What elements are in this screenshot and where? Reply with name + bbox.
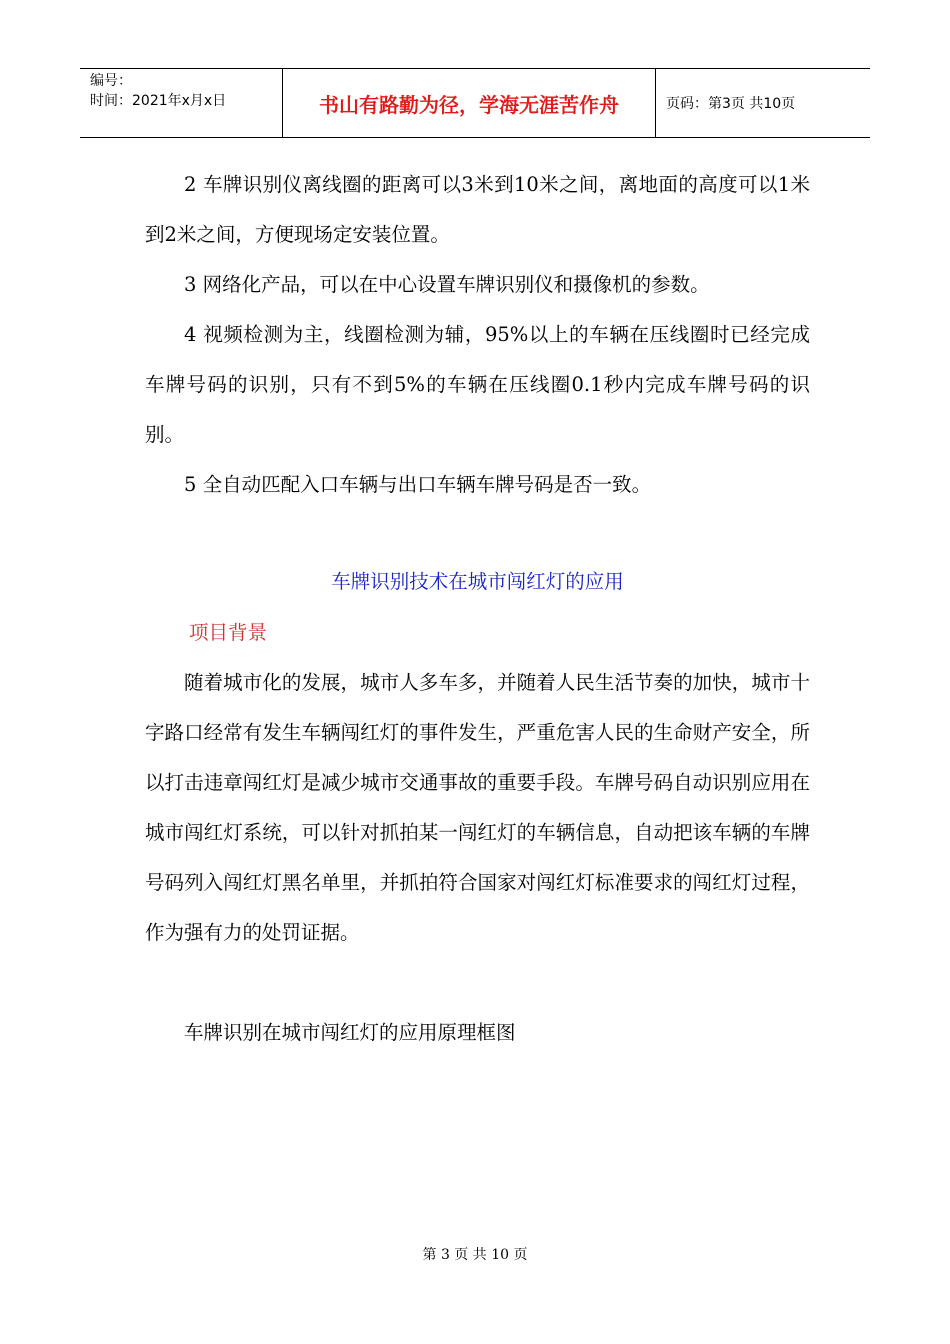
section-title: 车牌识别技术在城市闯红灯的应用: [331, 570, 624, 593]
header-time-label: 时间：2021年x月x日: [90, 93, 227, 109]
section-body: 随着城市化的发展，城市人多车多，并随着人民生活节奏的加快，城市十字路口经常有发生车辆闯红灯的事件发生，严重危害人民的生命财产安全，所以打击违章闯红灯是减少城市交通事故的重要手段。车牌号码自动识别应用在城市闯红灯系统，可以针对抓拍某一闯红灯的车辆信息，自动把该车辆的车牌号码列入闯红灯黑名单里，并抓拍符合国家对闯红灯标准要求的闯红灯过程，作为强有力的处罚证据。: [145, 671, 810, 944]
section-subtitle: 项目背景: [189, 621, 268, 644]
header-motto: 书山有路勤为径，学海无涯苦作舟: [283, 69, 656, 137]
header-page-info: 页码：第3页 共10页: [666, 96, 796, 112]
header-meta: [80, 69, 283, 137]
paragraph-item-5: 5 全自动匹配入口车辆与出口车辆车牌号码是否一致。: [184, 473, 652, 496]
diagram-caption: 车牌识别在城市闯红灯的应用原理框图: [184, 1021, 516, 1044]
header-number-label: 编号：: [90, 73, 132, 89]
page-footer: 第 3 页 共 10 页: [422, 1247, 528, 1263]
paragraph-item-2: 2 车牌识别仪离线圈的距离可以3米到10米之间，离地面的高度可以1米到2米之间，方便现场定安装位置。: [145, 173, 810, 246]
paragraph-item-4: 4 视频检测为主，线圈检测为辅，95%以上的车辆在压线圈时已经完成车牌号码的识别，只有不到5%的车辆在压线圈0.1秒内完成车牌号码的识别。: [145, 323, 810, 446]
page-header: [80, 68, 870, 138]
paragraph-item-3: 3 网络化产品，可以在中心设置车牌识别仪和摄像机的参数。: [184, 273, 710, 296]
